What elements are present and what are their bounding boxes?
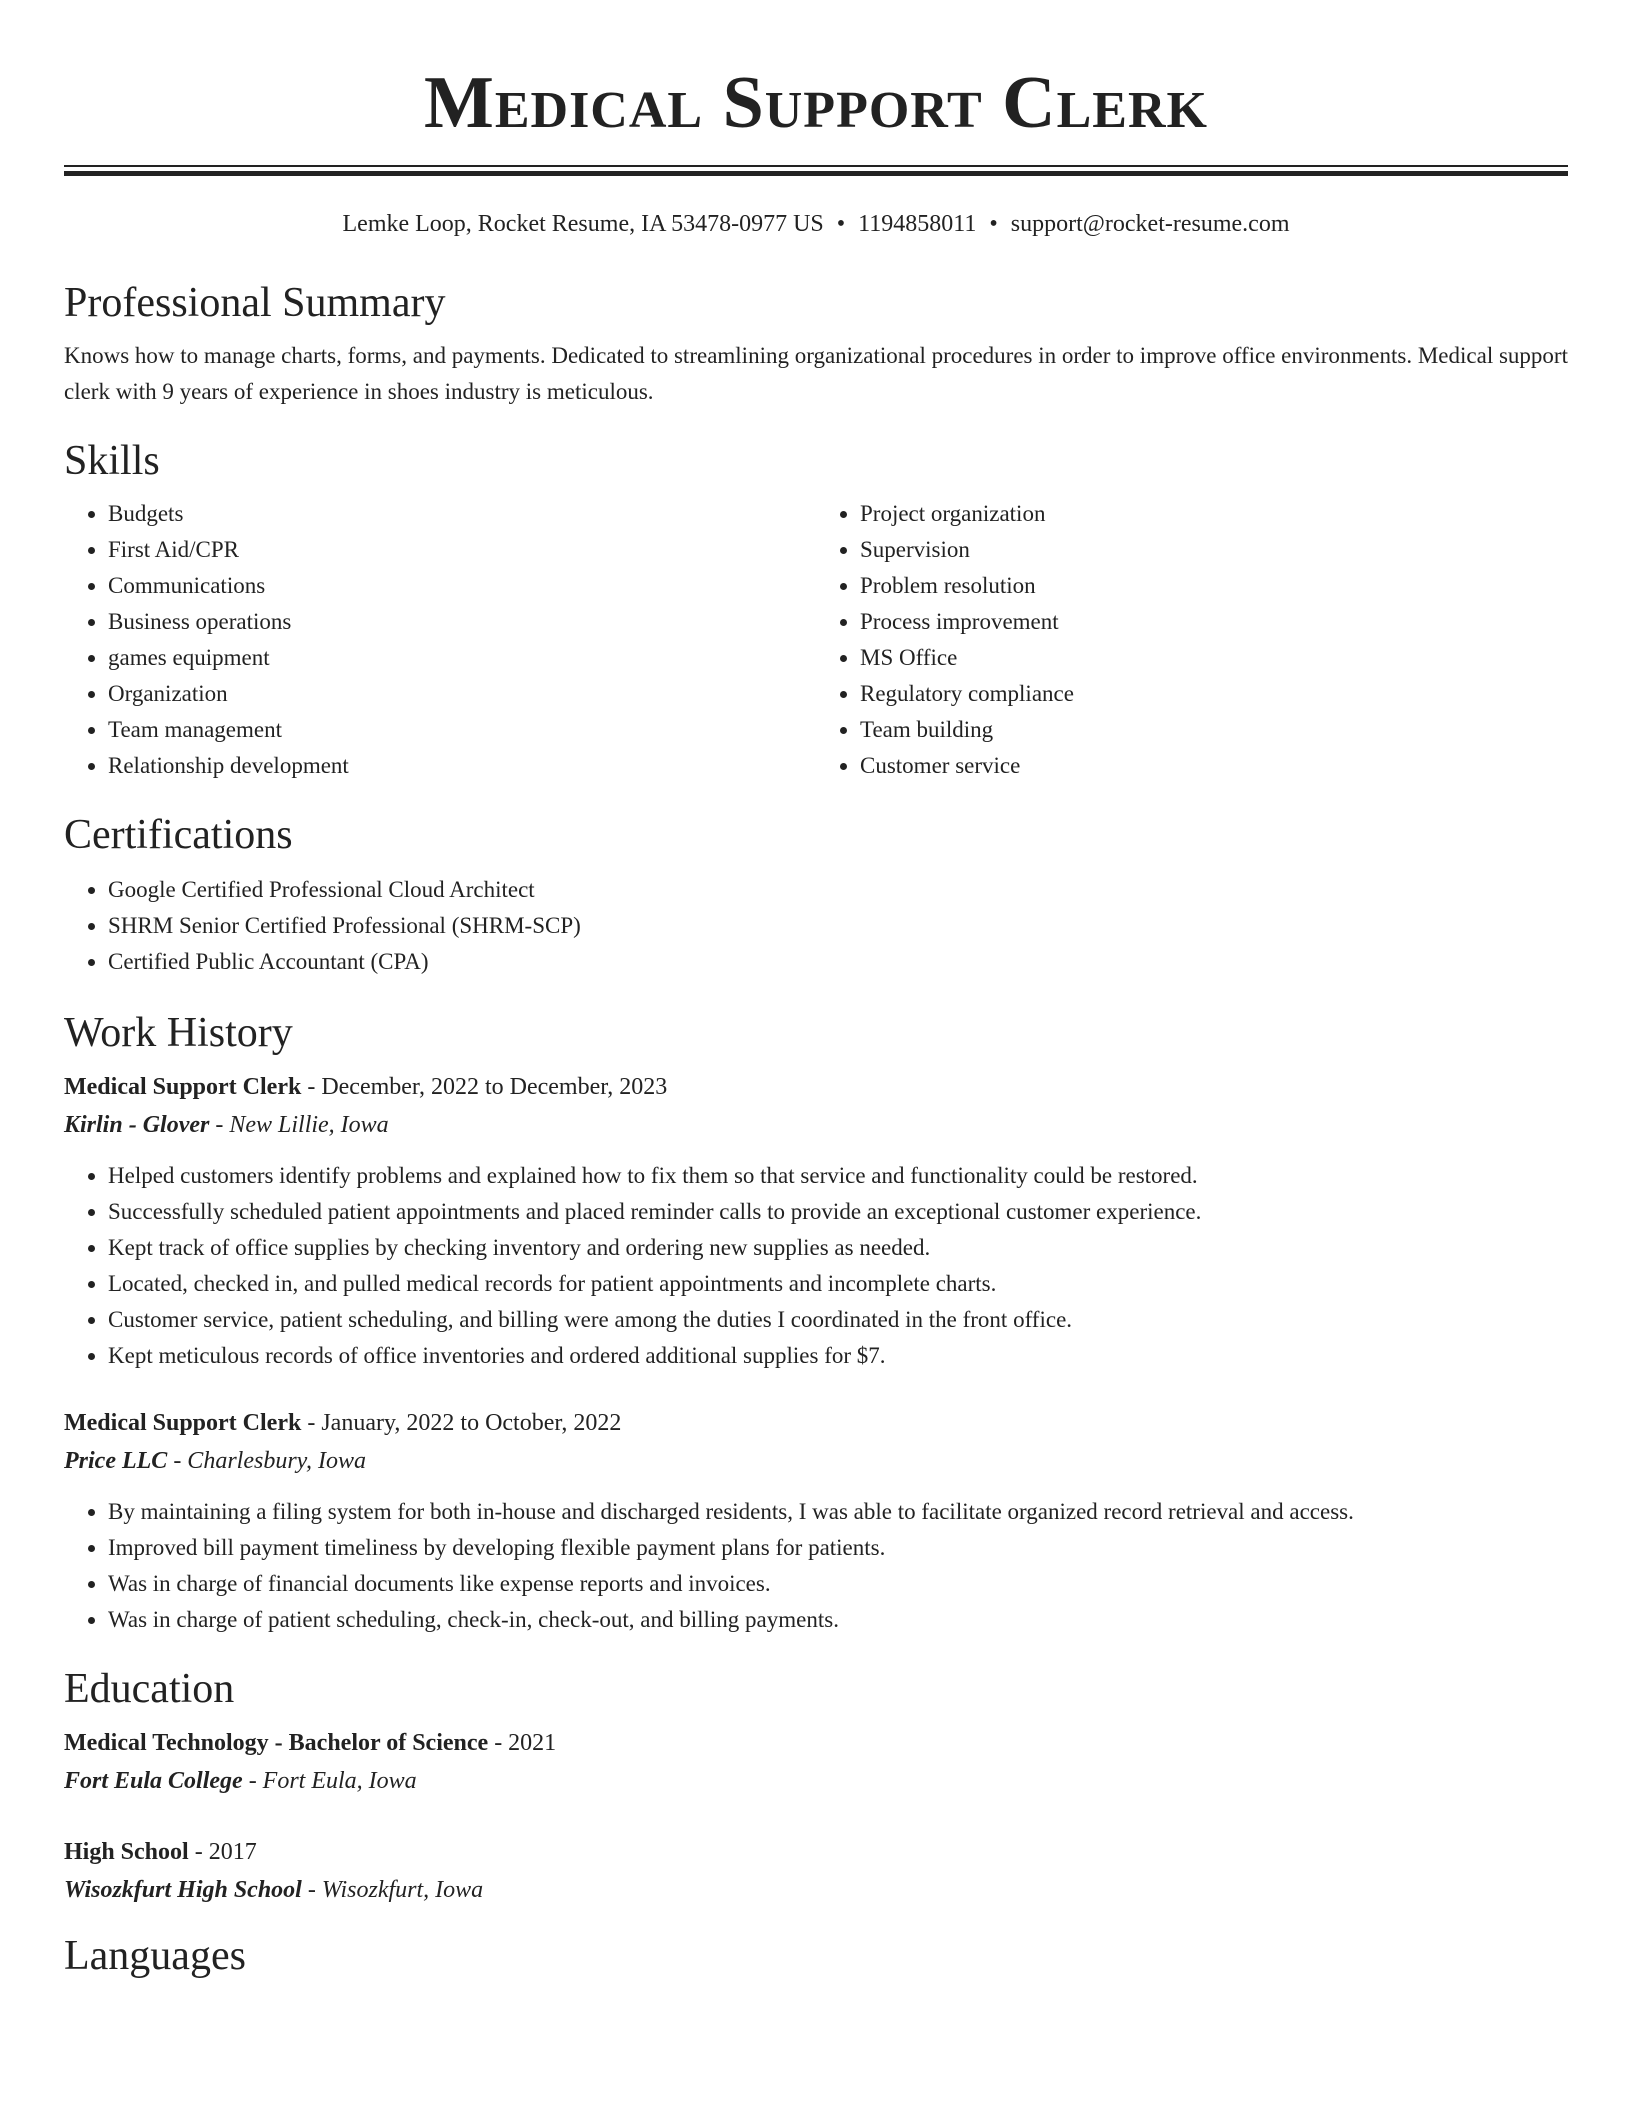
job-title-line <box>64 1404 1568 1442</box>
education-location: - Wisozkfurt, Iowa <box>301 1877 484 1903</box>
job-title: Medical Support Clerk <box>64 1074 302 1100</box>
education-location: - Fort Eula, Iowa <box>242 1768 417 1794</box>
skill-item: • Team building <box>860 712 1568 748</box>
skill-item: • Problem resolution <box>860 568 1568 604</box>
title-divider-thick <box>64 171 1568 176</box>
education-degree: High School <box>64 1839 189 1865</box>
job-duty: • Was in charge of financial documents like expense reports and invoices. <box>108 1566 1568 1602</box>
certification-item: • SHRM Senior Certified Professional (SHRM-SCP) <box>108 908 1568 944</box>
skill-item: • Organization <box>108 676 816 712</box>
skill-item: • games equipment <box>108 640 816 676</box>
skill-item: • Process improvement <box>860 604 1568 640</box>
contact-phone: 1194858011 <box>858 211 977 237</box>
job-duty: • Kept track of office supplies by checking inventory and ordering new supplies as needed. <box>108 1230 1568 1266</box>
contact-separator: • <box>989 211 998 237</box>
resume-title: Medical Support Clerk <box>423 62 1208 144</box>
job-duty: • Successfully scheduled patient appointments and placed reminder calls to provide an exceptional customer experience. <box>108 1194 1568 1230</box>
skill-item: • First Aid/CPR <box>108 532 816 568</box>
contact-email: support@rocket-resume.com <box>1010 211 1290 237</box>
skill-item: • Customer service <box>860 748 1568 784</box>
summary-heading: Professional Summary <box>64 280 446 326</box>
job-location: - New Lillie, Iowa <box>209 1112 389 1138</box>
education-year: - 2021 <box>488 1730 557 1756</box>
languages-heading: Languages <box>64 1933 246 1979</box>
summary-text: Knows how to manage charts, forms, and payments. Dedicated to streamlining organizational procedures in order to improve office environments. Medical support clerk with 9 years of experience in shoes industry is meticulous. <box>64 343 1568 404</box>
job-duty: • Customer service, patient scheduling, and billing were among the duties I coordinated in the front office. <box>108 1302 1568 1338</box>
skill-item: • MS Office <box>860 640 1568 676</box>
skill-item: • Business operations <box>108 604 816 640</box>
education-school: Wisozkfurt High School <box>64 1877 302 1903</box>
job-company: Kirlin - Glover <box>64 1112 210 1138</box>
work-history-heading: Work History <box>64 1010 293 1056</box>
skill-item: • Regulatory compliance <box>860 676 1568 712</box>
title-divider-thin <box>64 165 1568 167</box>
job-company-line <box>64 1442 1568 1480</box>
skill-item: • Team management <box>108 712 816 748</box>
job-duties-list <box>64 1158 1568 1374</box>
skill-item: • Supervision <box>860 532 1568 568</box>
job-duty: • By maintaining a filing system for both in-house and discharged residents, I was able to facilitate organized record retrieval and access. <box>108 1494 1568 1530</box>
job-duty: • Improved bill payment timeliness by developing flexible payment plans for patients. <box>108 1530 1568 1566</box>
education-school: Fort Eula College <box>64 1768 243 1794</box>
skills-columns <box>64 496 1568 784</box>
job-entry <box>64 1404 1568 1638</box>
education-heading: Education <box>64 1666 235 1712</box>
job-duty: • Was in charge of patient scheduling, check-in, check-out, and billing payments. <box>108 1602 1568 1638</box>
education-degree: Medical Technology - Bachelor of Science <box>64 1730 489 1756</box>
certification-item: • Certified Public Accountant (CPA) <box>108 944 1568 980</box>
contact-separator: • <box>836 211 846 237</box>
education-school-line <box>64 1871 1568 1909</box>
skills-list-right <box>816 496 1568 784</box>
skills-list-left <box>64 496 816 784</box>
skill-item: • Communications <box>108 568 816 604</box>
resume-page <box>64 0 1568 1981</box>
job-company-line <box>64 1106 1568 1144</box>
job-duties-list <box>64 1494 1568 1638</box>
job-entry <box>64 1068 1568 1374</box>
education-year: - 2017 <box>188 1839 257 1865</box>
skill-item: • Budgets <box>108 496 816 532</box>
job-duty: • Located, checked in, and pulled medical records for patient appointments and incomplete charts. <box>108 1266 1568 1302</box>
education-degree-line <box>64 1833 1568 1871</box>
job-dates: - January, 2022 to October, 2022 <box>301 1410 622 1436</box>
job-duty: • Helped customers identify problems and explained how to fix them so that service and functionality could be restored. <box>108 1158 1568 1194</box>
certifications-heading: Certifications <box>64 812 293 858</box>
education-entry <box>64 1833 1568 1909</box>
contact-line <box>64 208 1568 240</box>
skill-item: • Relationship development <box>108 748 816 784</box>
job-location: - Charlesbury, Iowa <box>167 1448 366 1474</box>
certification-item: • Google Certified Professional Cloud Architect <box>108 872 1568 908</box>
skill-item: • Project organization <box>860 496 1568 532</box>
job-company: Price LLC <box>64 1448 168 1474</box>
job-duty: • Kept meticulous records of office inventories and ordered additional supplies for $7. <box>108 1338 1568 1374</box>
job-title: Medical Support Clerk <box>64 1410 302 1436</box>
job-title-line <box>64 1068 1568 1106</box>
skills-heading: Skills <box>64 438 160 484</box>
education-entry <box>64 1724 1568 1800</box>
contact-address: Lemke Loop, Rocket Resume, IA 53478-0977 US <box>342 211 824 237</box>
education-school-line <box>64 1762 1568 1800</box>
certifications-list <box>64 872 1568 980</box>
education-degree-line <box>64 1724 1568 1762</box>
job-dates: - December, 2022 to December, 2023 <box>301 1074 668 1100</box>
